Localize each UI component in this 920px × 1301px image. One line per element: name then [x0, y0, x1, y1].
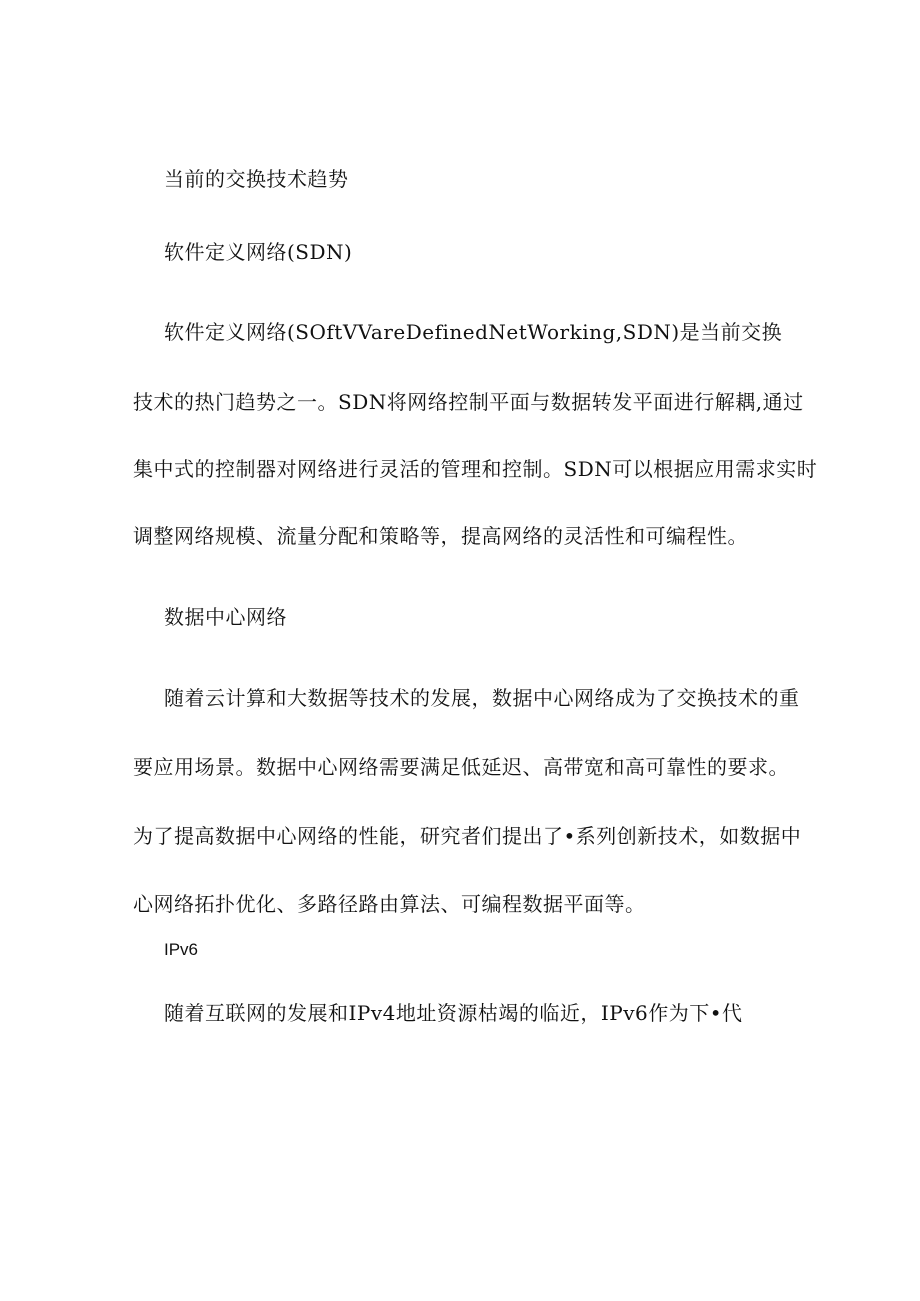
sdn-paragraph-line: 软件定义网络(SOftVVareDefinedNetWorking,SDN)是当前交换 — [164, 320, 783, 344]
datacenter-paragraph-line: 要应用场景。数据中心网络需要满足低延迟、高带宽和高可靠性的要求。 — [133, 755, 789, 779]
sdn-paragraph-line: 集中式的控制器对网络进行灵活的管理和控制。SDN可以根据应用需求实时 — [133, 457, 818, 481]
datacenter-paragraph-line: 为了提高数据中心网络的性能，研究者们提出了•系列创新技术，如数据中 — [133, 824, 802, 848]
sdn-paragraph-line: 调整网络规模、流量分配和策略等，提高网络的灵活性和可编程性。 — [133, 524, 748, 548]
heading-sdn: 软件定义网络(SDN) — [164, 240, 353, 264]
datacenter-paragraph-line: 心网络拓扑优化、多路径路由算法、可编程数据平面等。 — [133, 892, 646, 916]
heading-data-center-network: 数据中心网络 — [164, 605, 287, 629]
ipv6-paragraph-line: 随着互联网的发展和IPv4地址资源枯竭的临近，IPv6作为下•代 — [164, 1001, 743, 1025]
sdn-paragraph-line: 技术的热门趋势之一。SDN将网络控制平面与数据转发平面进行解耦,通过 — [133, 390, 804, 414]
datacenter-paragraph-line: 随着云计算和大数据等技术的发展，数据中心网络成为了交换技术的重 — [164, 686, 800, 710]
heading-switching-trends: 当前的交换技术趋势 — [164, 167, 349, 191]
heading-ipv6: IPv6 — [164, 940, 199, 959]
